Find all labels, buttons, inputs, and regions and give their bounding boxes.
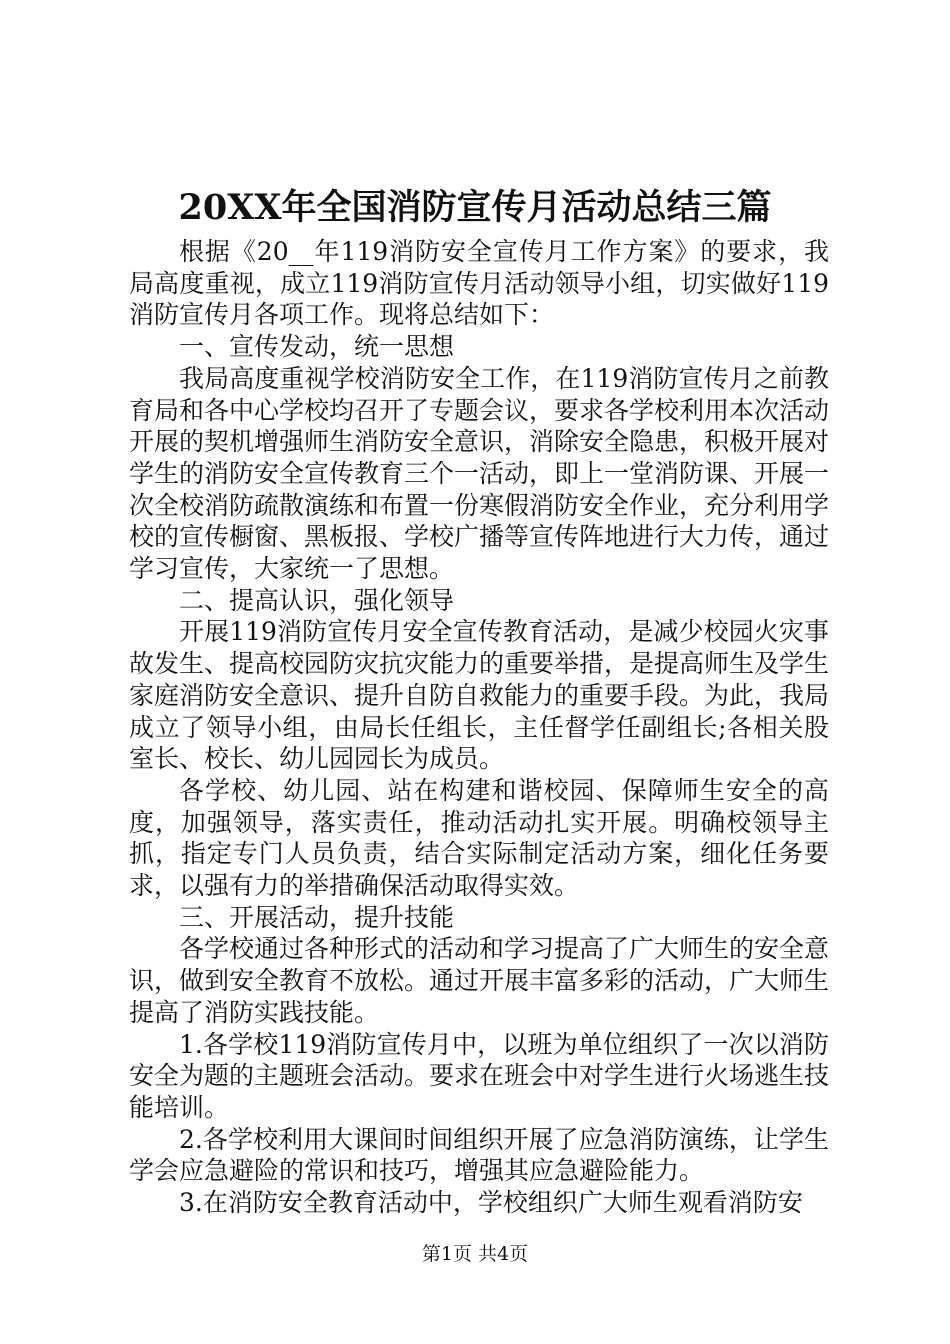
section-heading-3: 三、开展活动，提升技能 <box>179 902 455 932</box>
intro-paragraph: 根据《20__年119消防安全宣传月工作方案》的要求，我局高度重视，成立119消防宣传月活动领导小组，切实做好119消防宣传月各项工作。现将总结如下： <box>129 237 829 330</box>
page-footer: 第1页 共4页 <box>421 1243 529 1265</box>
document-title: 20XX年全国消防宣传月活动总结三篇 <box>178 187 772 228</box>
list-item-2: 2.各学校利用大课间时间组织开展了应急消防演练，让学生学会应急避险的常识和技巧，增强其应急避险能力。 <box>129 1124 829 1186</box>
section-2-paragraph-1: 开展119消防宣传月安全宣传教育活动，是减少校园火灾事故发生、提高校园防灾抗灾能力的重要举措，是提高师生及学生家庭消防安全意识、提升自防自救能力的重要手段。为此，我局成立了领导小组，由局长任组长，主任督学任副组长;各相关股室长、校长、幼儿园园长为成员。 <box>129 617 830 774</box>
section-heading-1: 一、宣传发动，统一思想 <box>179 332 455 362</box>
section-2-paragraph-2: 各学校、幼儿园、站在构建和谐校园、保障师生安全的高度，加强领导，落实责任，推动活动扎实开展。明确校领导主抓，指定专门人员负责，结合实际制定活动方案，细化任务要求，以强有力的举措确保活动取得实效。 <box>129 775 829 901</box>
section-3-paragraph: 各学校通过各种形式的活动和学习提高了广大师生的安全意识，做到安全教育不放松。通过开展丰富多彩的活动，广大师生提高了消防实践技能。 <box>129 934 830 1027</box>
section-heading-2: 二、提高认识，强化领导 <box>179 585 455 615</box>
list-item-1: 1.各学校119消防宣传月中，以班为单位组织了一次以消防安全为题的主题班会活动。要求在班会中对学生进行火场逃生技能培训。 <box>129 1029 830 1122</box>
section-1-paragraph: 我局高度重视学校消防安全工作，在119消防宣传月之前教育局和各中心学校均召开了专题会议，要求各学校利用本次活动开展的契机增强师生消防安全意识，消除安全隐患，积极开展对学生的消防安全宣传教育三个一活动，即上一堂消防课、开展一次全校消防疏散演练和布置一份寒假消防安全作业，充分利用学校的宣传橱窗、黑板报、学校广播等宣传阵地进行大力传，通过学习宣传，大家统一了思想。 <box>129 363 830 584</box>
document-body <box>129 236 829 1219</box>
list-item-3: 3.在消防安全教育活动中，学校组织广大师生观看消防安 <box>179 1188 803 1218</box>
